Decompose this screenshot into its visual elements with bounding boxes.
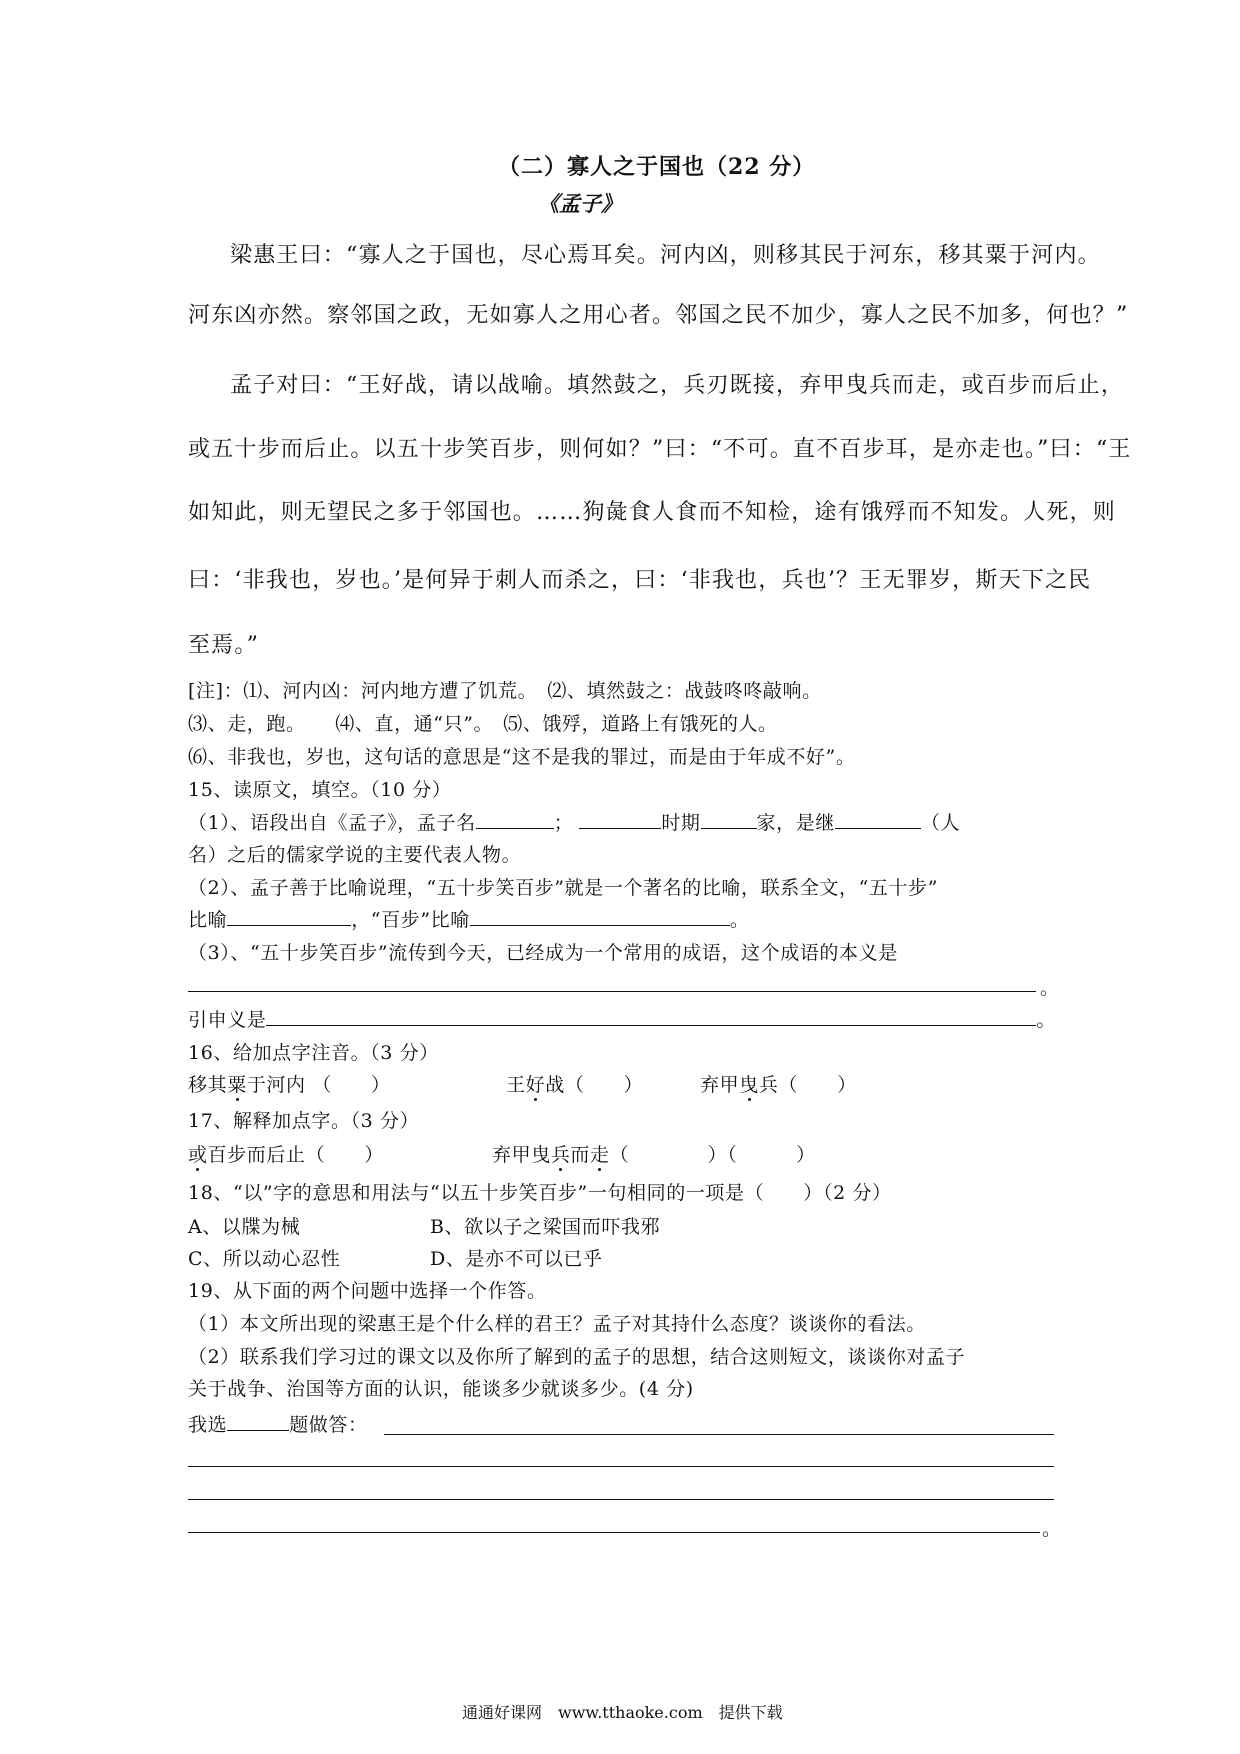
fill-blank[interactable] (470, 907, 730, 926)
question-15-part2: （2）、孟子善于比喻说理，“五十步笑百步”就是一个著名的比喻，联系全文，“五十步” (188, 877, 939, 899)
fill-blank[interactable] (476, 810, 554, 829)
question-15-part3: （3）、“五十步笑百步”流传到今天，已经成为一个常用的成语，这个成语的本义是 (188, 942, 898, 964)
question-17-item: 或百步而后止（ ） (188, 1144, 385, 1166)
note-line: ⑹、非我也，岁也，这句话的意思是“这不是我的罪过，而是由于年成不好”。 (188, 746, 856, 768)
question-19-option2: （2）联系我们学习过的课文以及你所了解到的孟子的思想，结合这则短文，谈谈你对孟子 (188, 1346, 966, 1368)
question-18-heading: 18、“以”字的意思和用法与“以五十步笑百步”一句相同的一项是（ ）（2 分） (188, 1182, 892, 1204)
passage-line: 至焉。” (188, 633, 260, 658)
question-17-item: 弃甲曳兵而走（ ）（ ） (492, 1144, 816, 1166)
answer-line[interactable] (188, 1532, 1040, 1533)
question-16-item: 弃甲曳兵（ ） (700, 1074, 857, 1096)
question-19-option2-cont: 关于战争、治国等方面的认识，能谈多少就谈多少。(4 分) (188, 1378, 694, 1400)
page-footer: 通通好课网 www.tthaoke.com 提供下载 (462, 1703, 783, 1722)
question-19-option1: （1）本文所出现的梁惠王是个什么样的君王？孟子对其持什么态度？谈谈你的看法。 (188, 1313, 926, 1335)
question-15-extended-meaning: 引申义是 。 (188, 1009, 1057, 1031)
answer-line[interactable] (188, 1499, 1054, 1500)
passage-line: 河东凶亦然。察邻国之政，无如寡人之用心者。邻国之民不加少，寡人之民不加多，何也？” (188, 303, 1129, 328)
option-d[interactable]: D、是亦不可以已乎 (430, 1248, 603, 1270)
passage-line: 曰：‘非我也，岁也。’是何异于刺人而杀之，曰：‘非我也，兵也’？王无罪岁，斯天下之民 (188, 568, 1092, 593)
note-line: ⑶、走，跑。 ⑷、直，通“只”。 ⑸、饿殍，道路上有饿死的人。 (188, 713, 778, 735)
line-end-mark: 。 (1042, 1518, 1062, 1540)
question-15-heading: 15、读原文，填空。（10 分） (188, 779, 452, 801)
option-c[interactable]: C、所以动心忍性 (188, 1248, 341, 1270)
source-author: 《孟子》 (538, 191, 622, 216)
option-a[interactable]: A、以牒为械 (188, 1216, 301, 1238)
question-19-heading: 19、从下面的两个问题中选择一个作答。 (188, 1280, 547, 1302)
option-b[interactable]: B、欲以子之梁国而吓我邪 (430, 1216, 661, 1238)
question-16-item: 王好战（ ） (506, 1074, 644, 1096)
question-15-part1-cont: 名）之后的儒家学说的主要代表人物。 (188, 844, 522, 866)
question-17-heading: 17、解释加点字。（3 分） (188, 1110, 420, 1132)
passage-line: 如知此，则无望民之多于邻国也。……狗彘食人食而不知检，途有饿殍而不知发。人死，则 (188, 500, 1117, 525)
question-15-part1: （1）、语段出自《孟子》，孟子名 ； 时期 家，是继 （人 (188, 812, 961, 834)
fill-blank[interactable] (227, 1412, 289, 1431)
passage-line: 或五十步而后止。以五十步笑百步，则何如？”曰：“不可。直不百步耳，是亦走也。”曰：“王 (188, 437, 1132, 462)
question-19-answer-label: 我选 题做答： (188, 1414, 368, 1436)
question-16-item: 移其粟于河内 （ ） (188, 1074, 391, 1096)
note-line: [注]：⑴、河内凶：河内地方遭了饥荒。 ⑵、填然鼓之：战鼓咚咚敲响。 (188, 680, 822, 702)
answer-line[interactable] (384, 1434, 1054, 1435)
fill-blank[interactable] (579, 810, 661, 829)
passage-line: 孟子对曰：“王好战，请以战喻。填然鼓之，兵刃既接，弃甲曳兵而走，或百步而后止， (230, 373, 1125, 398)
fill-blank[interactable] (835, 810, 921, 829)
line-end-mark: 。 (1040, 977, 1060, 999)
fill-blank[interactable] (701, 810, 757, 829)
passage-line: 梁惠王曰：“寡人之于国也，尽心焉耳矣。河内凶，则移其民于河东，移其粟于河内。 (230, 243, 1101, 268)
answer-line[interactable] (188, 991, 1036, 992)
question-15-part2-cont: 比喻 ，“百步”比喻 。 (188, 909, 750, 931)
fill-blank[interactable] (227, 907, 351, 926)
fill-blank[interactable] (266, 1007, 1036, 1026)
section-title: （二）寡人之于国也（22 分） (498, 154, 816, 180)
question-16-heading: 16、给加点字注音。（3 分） (188, 1042, 439, 1064)
answer-line[interactable] (188, 1466, 1054, 1467)
